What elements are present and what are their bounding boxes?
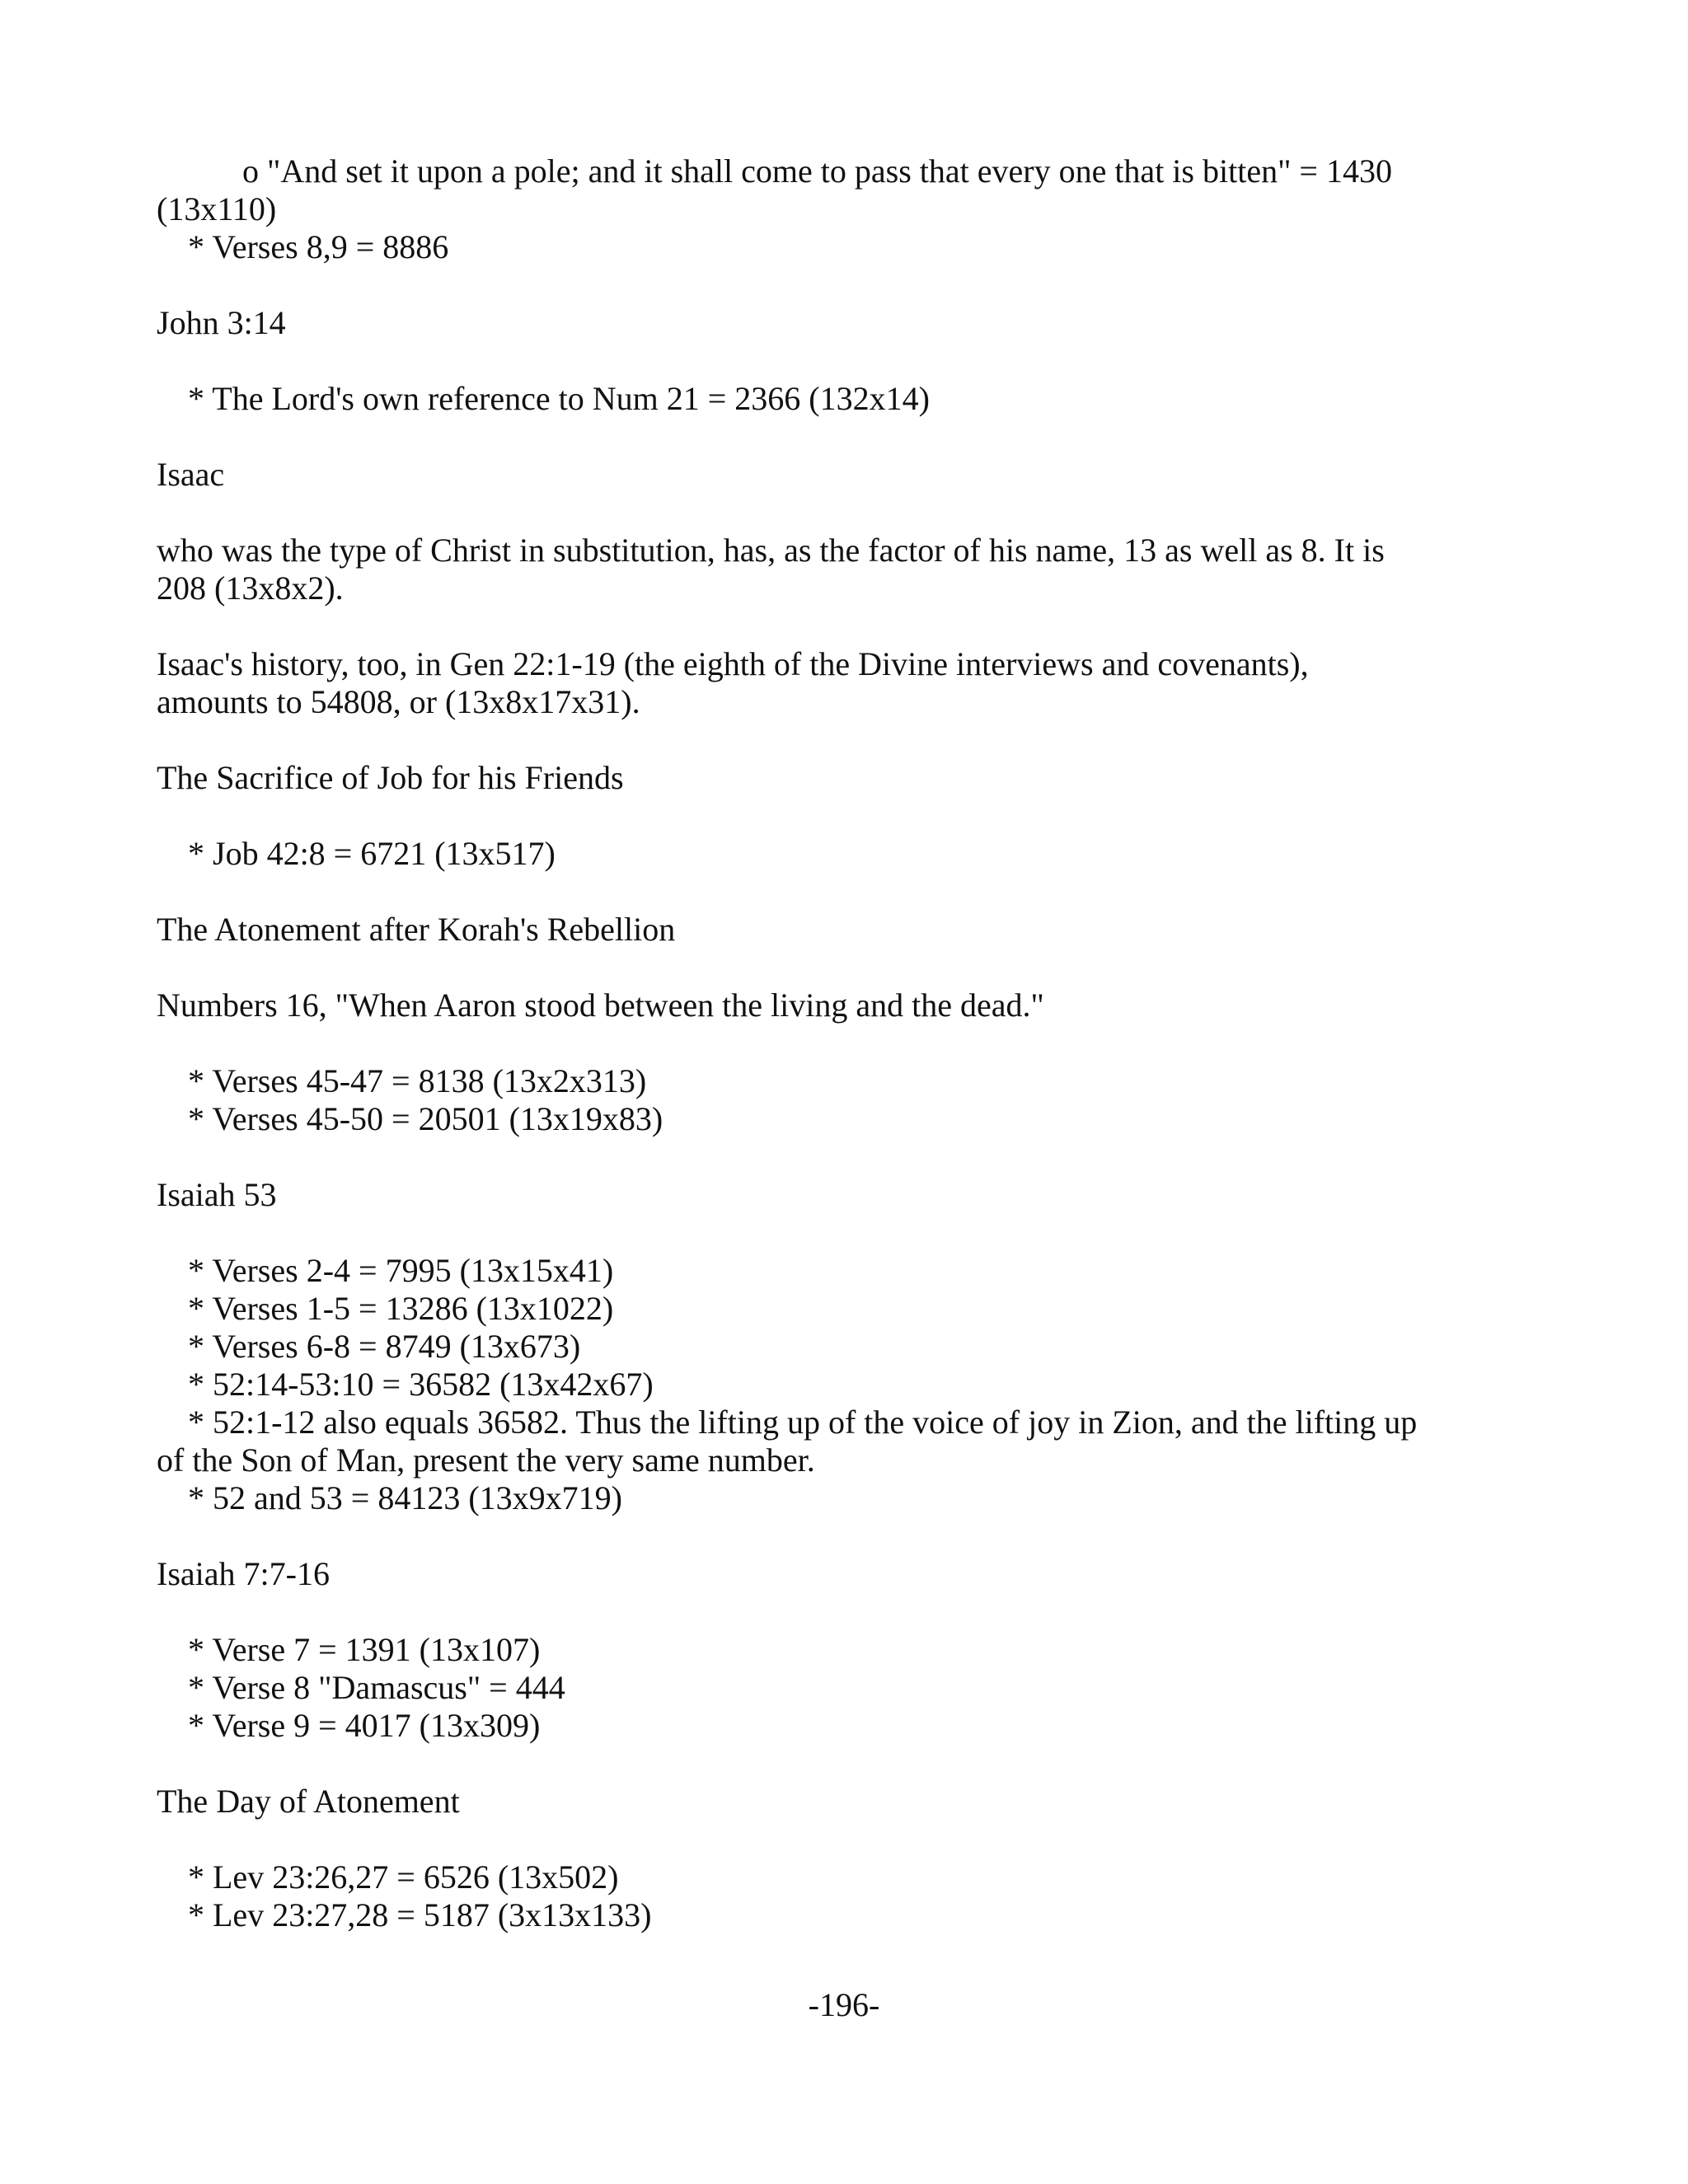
paragraph-line: Isaac's history, too, in Gen 22:1-19 (the eighth of the Divine interviews and covenants), <box>157 645 1309 682</box>
bullet-item: * Lev 23:26,27 = 6526 (13x502) <box>188 1858 619 1896</box>
bullet-item: * The Lord's own reference to Num 21 = 2366 (132x14) <box>188 380 930 417</box>
blank-line <box>157 494 1541 532</box>
paragraph-line: amounts to 54808, or (13x8x17x31). <box>157 683 640 720</box>
paragraph-line: who was the type of Christ in substitution, has, as the factor of his name, 13 as well as 8. It is <box>157 532 1385 569</box>
section-heading: Isaiah 53 <box>157 1176 277 1213</box>
blank-line <box>157 1745 1541 1783</box>
section-heading: The Atonement after Korah's Rebellion <box>157 911 676 948</box>
blank-line <box>157 418 1541 456</box>
section-heading: The Day of Atonement <box>157 1783 460 1820</box>
section-heading: Isaiah 7:7-16 <box>157 1555 330 1592</box>
section-heading: Isaac <box>157 456 225 493</box>
bullet-item: * Verse 7 = 1391 (13x107) <box>188 1631 541 1668</box>
blank-line <box>157 1517 1541 1555</box>
bullet-item: * Verse 8 "Damascus" = 444 <box>188 1669 565 1706</box>
section-heading: The Sacrifice of Job for his Friends <box>157 759 624 796</box>
blank-line <box>157 1214 1541 1252</box>
bullet-item: * Verses 1-5 = 13286 (13x1022) <box>188 1290 614 1327</box>
blank-line <box>157 797 1541 835</box>
bullet-item: * Job 42:8 = 6721 (13x517) <box>188 835 556 872</box>
sub-bullet-item: o "And set it upon a pole; and it shall come to pass that every one that is bitten" = 1430 <box>242 152 1392 190</box>
page-number: -196- <box>808 1986 880 2023</box>
bullet-item: * Verses 45-47 = 8138 (13x2x313) <box>188 1062 647 1099</box>
blank-line <box>157 266 1541 304</box>
continuation-line: (13x110) <box>157 190 277 227</box>
blank-line <box>157 1593 1541 1631</box>
bullet-item: * Lev 23:27,28 = 5187 (3x13x133) <box>188 1896 652 1933</box>
blank-line <box>157 1024 1541 1062</box>
bullet-item: * Verse 9 = 4017 (13x309) <box>188 1707 541 1744</box>
bullet-item: * Verses 8,9 = 8886 <box>188 228 449 265</box>
bullet-item: * Verses 2-4 = 7995 (13x15x41) <box>188 1252 614 1289</box>
blank-line <box>157 1821 1541 1858</box>
bullet-item: * Verses 45-50 = 20501 (13x19x83) <box>188 1100 663 1137</box>
blank-line <box>157 1138 1541 1176</box>
paragraph-line: 208 (13x8x2). <box>157 569 344 607</box>
blank-line <box>157 949 1541 987</box>
blank-line <box>157 873 1541 911</box>
bullet-item: * 52:14-53:10 = 36582 (13x42x67) <box>188 1366 654 1403</box>
bullet-item: * 52:1-12 also equals 36582. Thus the lifting up of the voice of joy in Zion, and the lifting up <box>188 1404 1418 1441</box>
continuation-line: of the Son of Man, present the very same number. <box>157 1441 815 1479</box>
blank-line <box>157 607 1541 645</box>
section-heading: John 3:14 <box>157 304 286 341</box>
bullet-item: * 52 and 53 = 84123 (13x9x719) <box>188 1479 622 1516</box>
blank-line <box>157 721 1541 759</box>
paragraph-line: Numbers 16, "When Aaron stood between the living and the dead." <box>157 987 1044 1024</box>
page-body-text <box>157 152 1541 1934</box>
blank-line <box>157 342 1541 380</box>
bullet-item: * Verses 6-8 = 8749 (13x673) <box>188 1328 581 1365</box>
